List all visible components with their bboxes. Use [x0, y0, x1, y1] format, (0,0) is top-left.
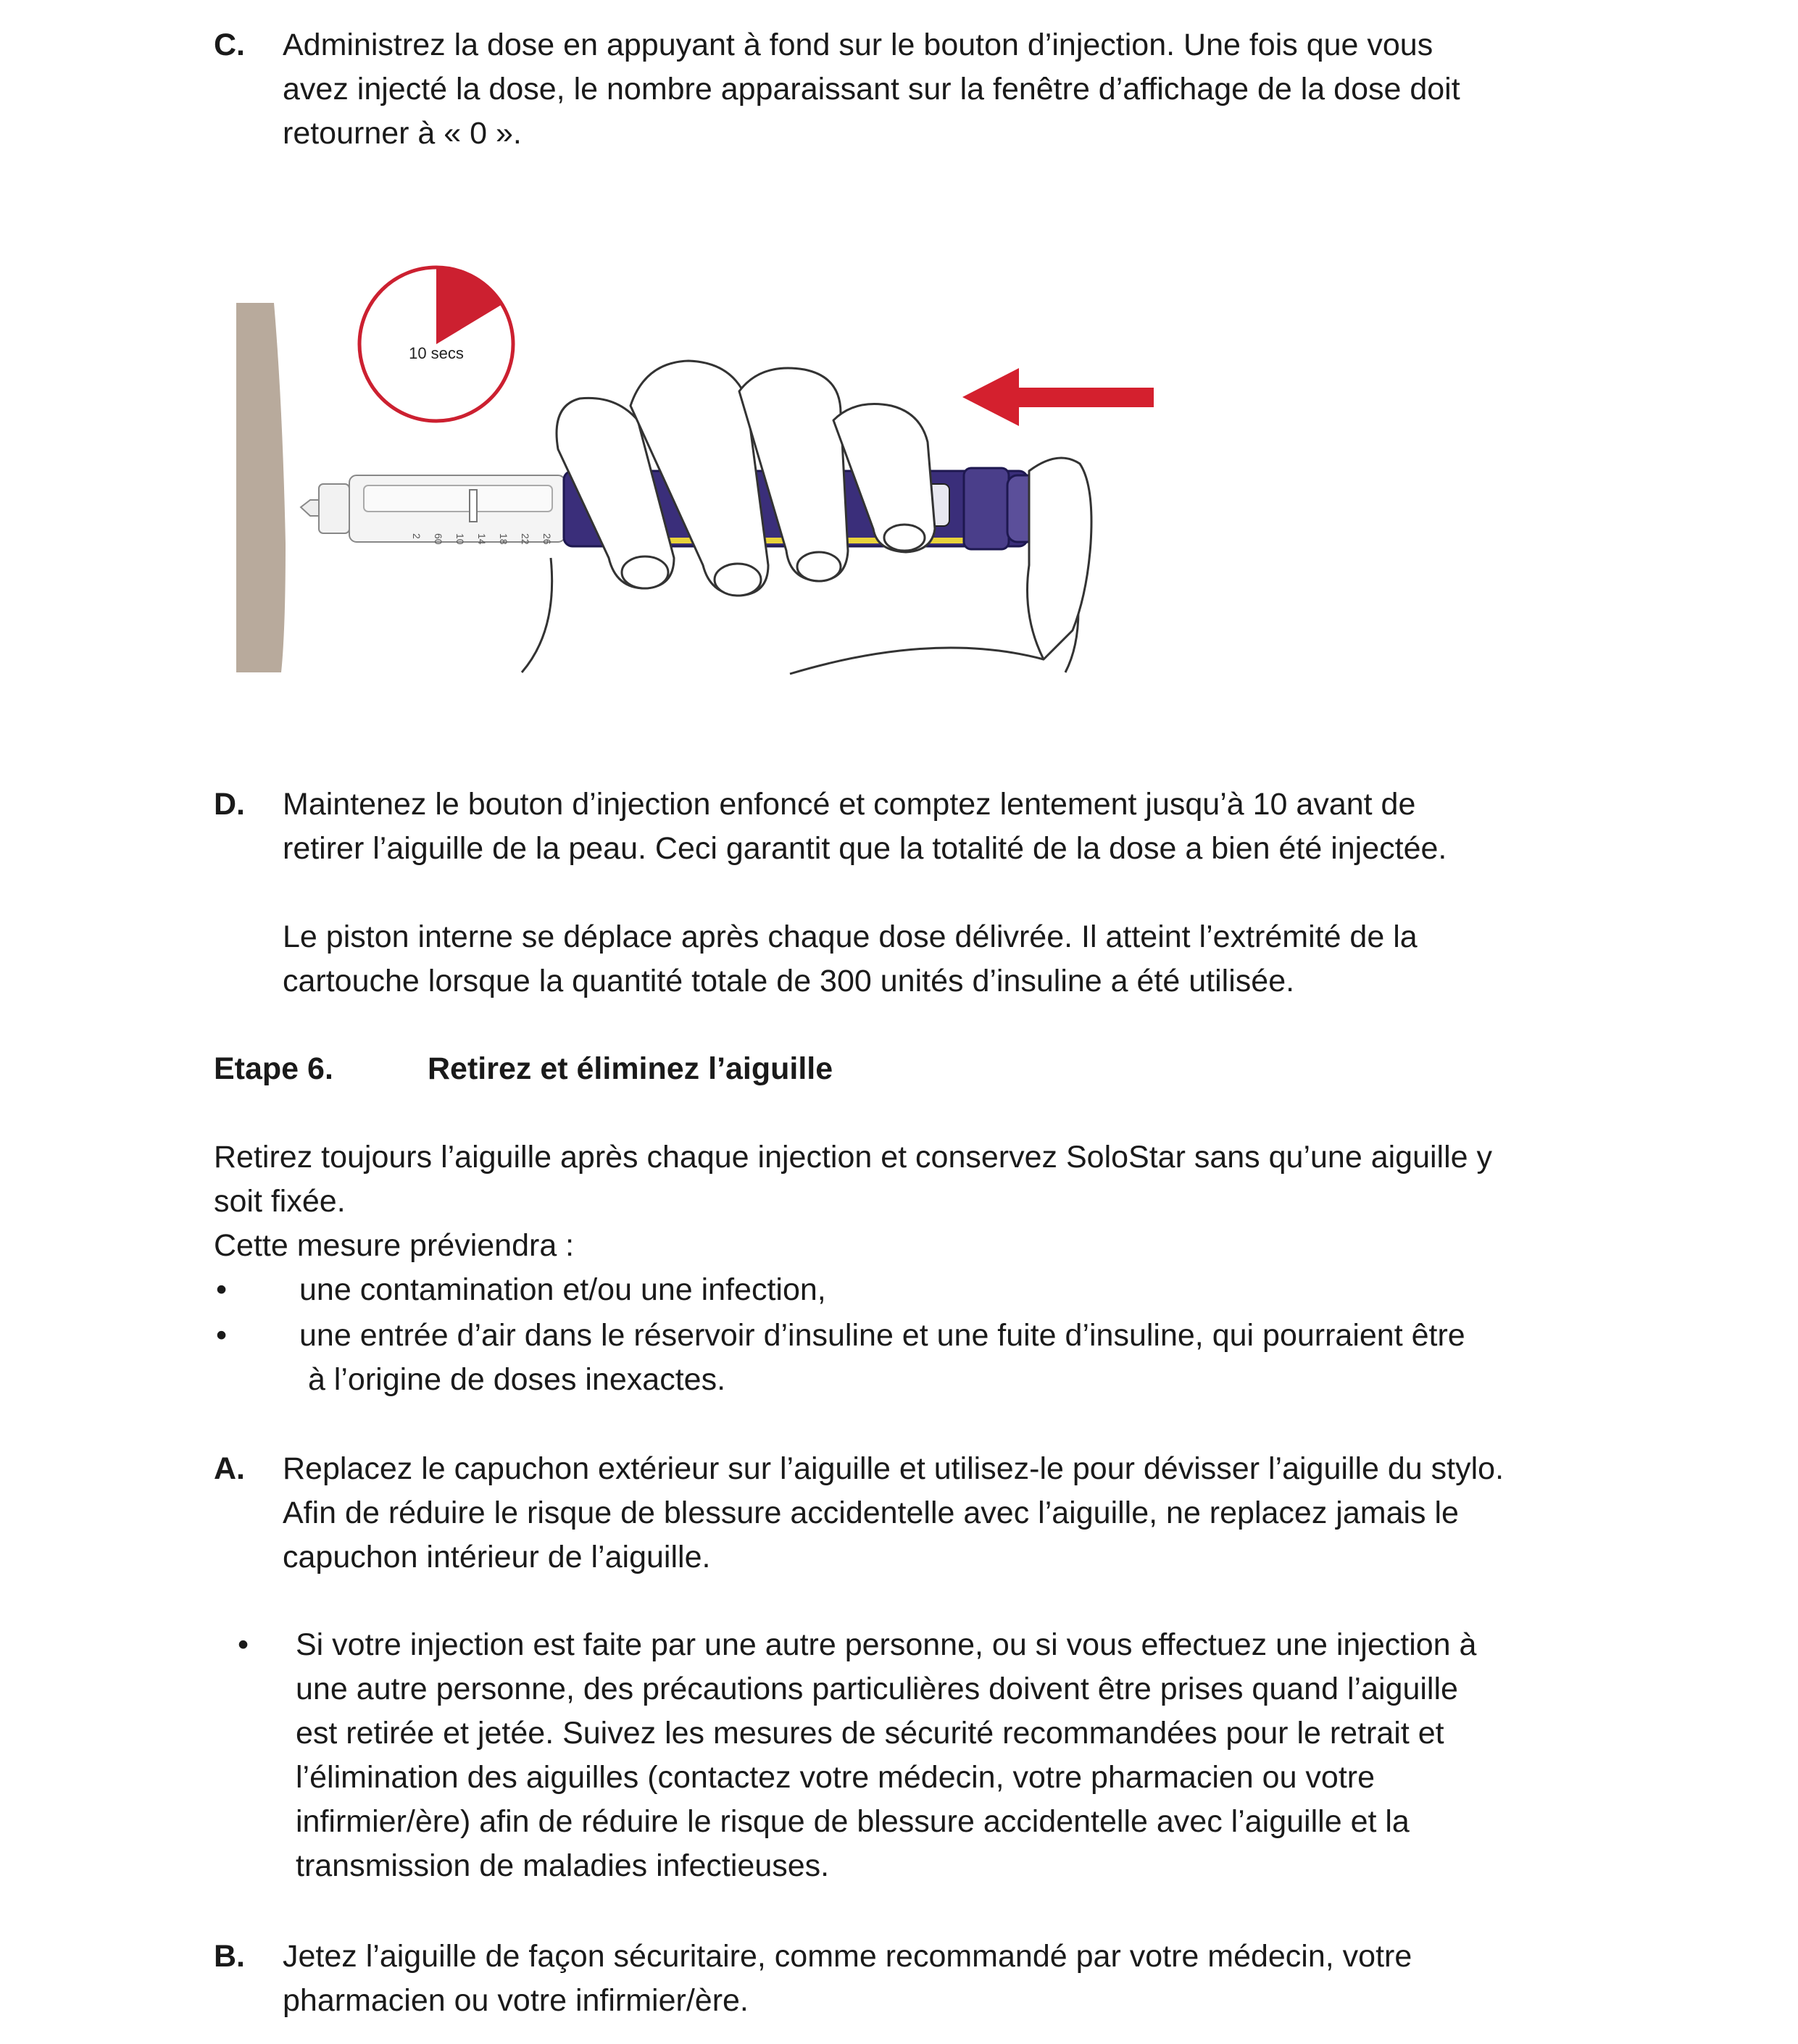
step-d-note — [283, 915, 1660, 1004]
scale-number: 18 — [498, 533, 509, 545]
bullet-dot: • — [216, 1318, 228, 1353]
step6-bullet-line: à l’origine de doses inexactes. — [299, 1362, 726, 1397]
injection-figure — [210, 254, 1174, 681]
step6-intro-line: soit fixée. — [214, 1184, 346, 1219]
step-a-bullet-line: transmission de maladies infectieuses. — [296, 1848, 830, 1883]
step6-label: Etape 6. — [214, 1051, 333, 1086]
step6-intro-line: Cette mesure préviendra : — [214, 1228, 575, 1263]
bullet-dot: • — [238, 1627, 249, 1662]
skin-surface — [236, 303, 286, 672]
step-a-line: Afin de réduire le risque de blessure accidentelle avec l’aiguille, ne replacez jamais le — [283, 1496, 1459, 1530]
step-d-text — [283, 783, 1660, 871]
step-b-line: pharmacien ou votre infirmier/ère. — [283, 1983, 749, 2018]
injection-illustration — [210, 254, 1174, 681]
step6-intro — [214, 1135, 1663, 1268]
step6-intro-line: Retirez toujours l’aiguille après chaque injection et conservez SoloStar sans qu’une aiguille y — [214, 1140, 1493, 1175]
step-a-line: capuchon intérieur de l’aiguille. — [283, 1540, 711, 1574]
step-d-note-line: cartouche lorsque la quantité totale de 300 unités d’insuline a été utilisée. — [283, 964, 1295, 998]
step-a-bullet — [296, 1623, 1673, 1888]
scale-number: 60 — [433, 533, 444, 545]
push-arrow-icon — [962, 368, 1154, 426]
step-a-line: Replacez le capuchon extérieur sur l’aiguille et utilisez-le pour dévisser l’aiguille du stylo. — [283, 1451, 1504, 1486]
step-a-bullet-line: infirmier/ère) afin de réduire le risque de blessure accidentelle avec l’aiguille et la — [296, 1804, 1410, 1839]
step-c-line: retourner à « 0 ». — [283, 116, 522, 151]
step-a-bullet-line: est retirée et jetée. Suivez les mesures de sécurité recommandées pour le retrait et — [296, 1716, 1444, 1751]
step6-bullet-line: une entrée d’air dans le réservoir d’insuline et une fuite d’insuline, qui pourraient être — [299, 1318, 1465, 1353]
step-c-line: Administrez la dose en appuyant à fond sur le bouton d’injection. Une fois que vous — [283, 28, 1433, 62]
step6-bullet — [299, 1268, 1676, 1312]
step6-title: Retirez et éliminez l’aiguille — [428, 1051, 833, 1086]
scale-number: 26 — [541, 533, 553, 545]
step6-bullet-line: une contamination et/ou une infection, — [299, 1272, 826, 1307]
timer-label: 10 secs — [409, 344, 464, 362]
step-c-text — [283, 23, 1660, 156]
step-a-bullet-line: l’élimination des aiguilles (contactez votre médecin, votre pharmacien ou votre — [296, 1760, 1375, 1795]
step-a-bullet-line: Si votre injection est faite par une autre personne, ou si vous effectuez une injection à — [296, 1627, 1477, 1662]
step6-bullet — [299, 1314, 1676, 1402]
step-d-line: retirer l’aiguille de la peau. Ceci garantit que la totalité de la dose a bien été injectée. — [283, 831, 1447, 866]
step-d-line: Maintenez le bouton d’injection enfoncé et comptez lentement jusqu’à 10 avant de — [283, 787, 1416, 822]
bullet-dot: • — [216, 1272, 228, 1307]
step-b-line: Jetez l’aiguille de façon sécuritaire, comme recommandé par votre médecin, votre — [283, 1939, 1412, 1974]
step-a-letter: A. — [214, 1451, 245, 1486]
step-c-line: avez injecté la dose, le nombre apparaissant sur la fenêtre d’affichage de la dose doit — [283, 72, 1460, 107]
scale-number: 14 — [476, 533, 488, 545]
step-d-letter: D. — [214, 787, 245, 822]
step-b-letter: B. — [214, 1939, 245, 1974]
step-a-bullet-line: une autre personne, des précautions particulières doivent être prises quand l’aiguille — [296, 1672, 1458, 1706]
scale-number: 22 — [520, 533, 531, 545]
scale-number: 10 — [454, 533, 466, 545]
timer-icon — [359, 267, 513, 421]
step-c-letter: C. — [214, 28, 245, 62]
step-a-text — [283, 1447, 1660, 1580]
scale-number: 2 — [411, 533, 423, 539]
step-b-text — [283, 1935, 1660, 2023]
step-d-note-line: Le piston interne se déplace après chaque dose délivrée. Il atteint l’extrémité de la — [283, 919, 1418, 954]
